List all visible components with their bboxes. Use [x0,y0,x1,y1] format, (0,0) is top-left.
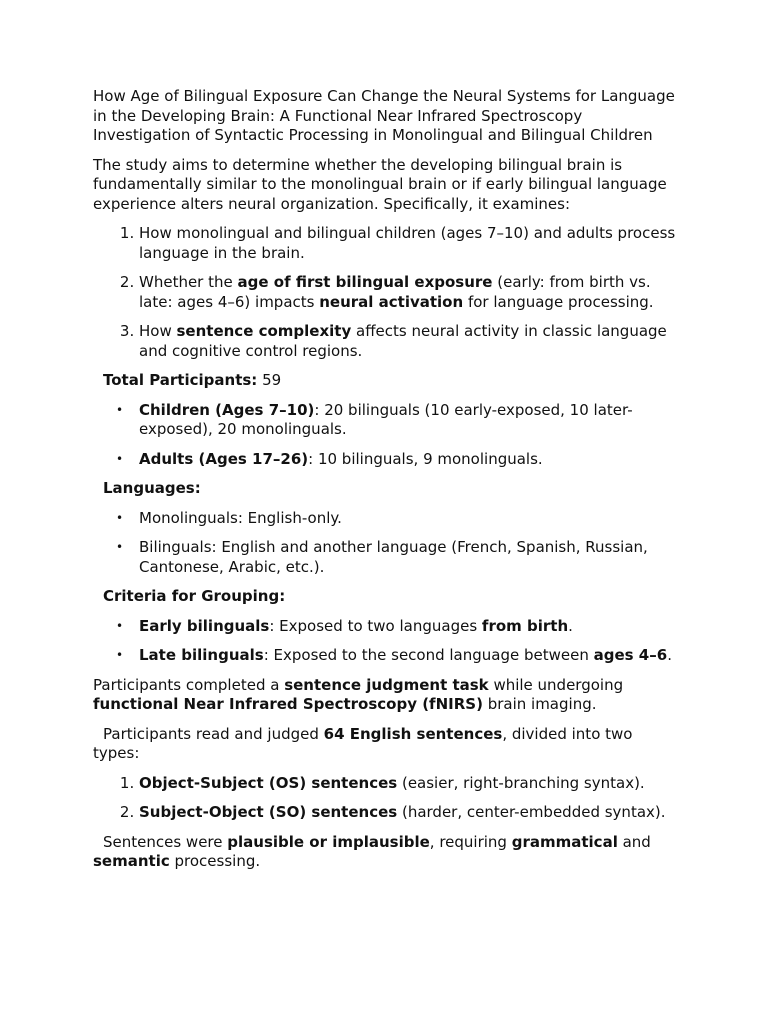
aim-item-2: 2. Whether the age of first bilingual exposure (early: from birth vs. late: ages 4–6) impacts neural activation for language processing. [139,273,683,312]
task-paragraph: Participants completed a sentence judgment task while undergoing functional Near Infrared Spectroscopy (fNIRS) brain imaging. [93,675,624,713]
aim-item-3: 3. How sentence complexity affects neural activity in classic language and cognitive control regions. [139,322,683,361]
criteria-early: • Early bilinguals: Exposed to two languages from birth. [139,617,683,637]
sentence-type-so: 2. Subject-Object (SO) sentences (harder, center-embedded syntax). [139,803,683,823]
total-participants: Total Participants: 59 [103,371,282,389]
participants-list [93,401,683,470]
plausibility-paragraph: Sentences were plausible or implausible, requiring grammatical and semantic processing. [93,832,651,870]
sentences-paragraph: Participants read and judged 64 English sentences, divided into two types: [93,724,633,762]
document-body [93,87,683,882]
criteria-heading: Criteria for Grouping: [103,587,286,605]
languages-heading: Languages: [103,479,201,497]
aims-list [93,224,683,361]
sentence-types-list [93,774,683,823]
aim-item-1: 1. How monolingual and bilingual children (ages 7–10) and adults process language in the brain. [139,224,683,263]
criteria-late: • Late bilinguals: Exposed to the second language between ages 4–6. [139,646,683,666]
intro-paragraph: The study aims to determine whether the developing bilingual brain is fundamentally similar to the monolingual brain or if early bilingual language experience alters neural organization. Specifically, it examines: [93,155,667,213]
languages-monolinguals: • Monolinguals: English-only. [139,509,683,529]
sentence-type-os: 1. Object-Subject (OS) sentences (easier, right-branching syntax). [139,774,683,794]
languages-bilinguals: • Bilinguals: English and another language (French, Spanish, Russian, Cantonese, Arabic, etc.). [139,538,683,577]
participants-adults: • Adults (Ages 17–26): 10 bilinguals, 9 monolinguals. [139,450,683,470]
document-title: How Age of Bilingual Exposure Can Change the Neural Systems for Language in the Developing Brain: A Functional Near Infrared Spectroscopy Investigation of Syntactic Processing in Monolingual and Bilingual Children [93,87,675,144]
criteria-list [93,617,683,666]
languages-list [93,509,683,578]
participants-children: • Children (Ages 7–10): 20 bilinguals (10 early-exposed, 10 later-exposed), 20 monolinguals. [139,401,683,440]
